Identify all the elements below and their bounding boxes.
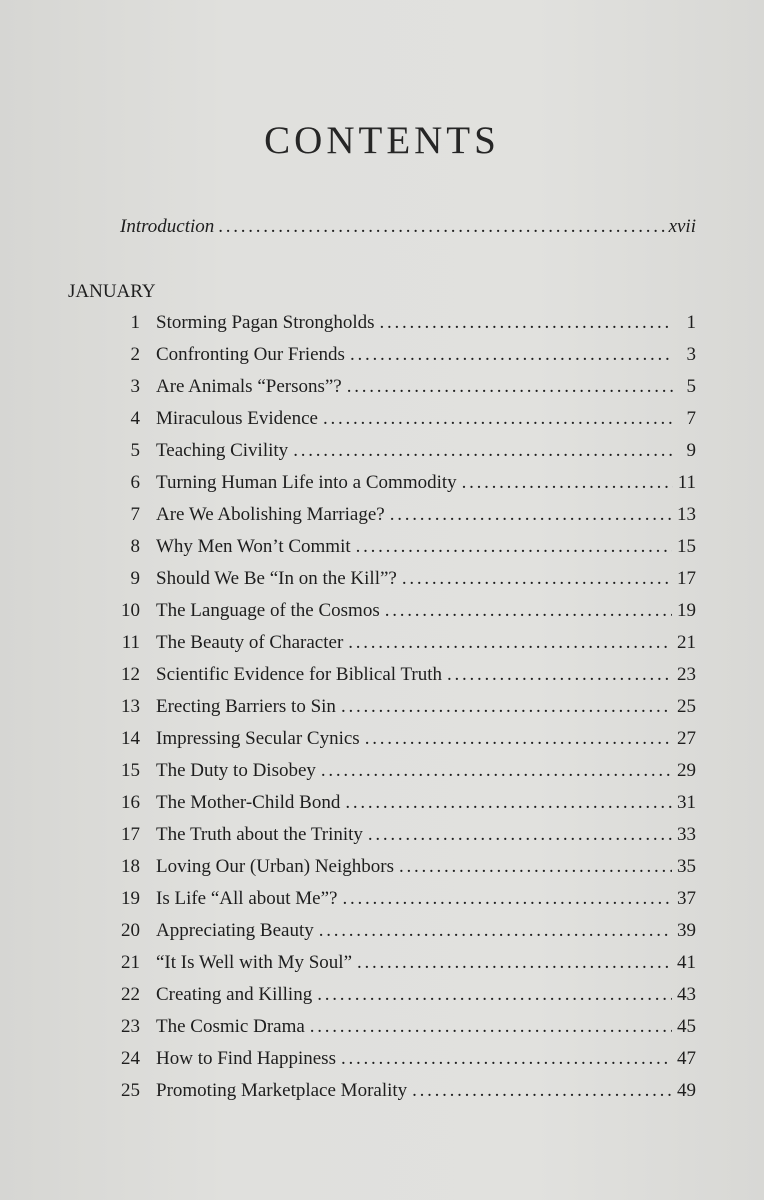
entry-page: 13 xyxy=(677,504,696,525)
dot-leader xyxy=(380,312,673,334)
dot-leader xyxy=(462,472,673,494)
entry-page: 35 xyxy=(677,856,696,877)
entry-number: 2 xyxy=(130,344,140,365)
entry-title: Is Life “All about Me”? xyxy=(156,888,338,909)
dot-leader xyxy=(385,600,672,622)
entry-page: 25 xyxy=(677,696,696,717)
dot-leader xyxy=(447,664,672,686)
entry-page: 31 xyxy=(677,792,696,813)
dot-leader xyxy=(348,632,672,654)
entry-page: 45 xyxy=(677,1016,696,1037)
dot-leader xyxy=(399,856,672,878)
entry-page: 1 xyxy=(686,312,696,333)
month-heading: JANUARY xyxy=(68,281,156,302)
contents-entry xyxy=(100,664,696,696)
dot-leader xyxy=(321,760,672,782)
contents-entry xyxy=(100,1048,696,1080)
entry-page: 39 xyxy=(677,920,696,941)
contents-entry xyxy=(100,472,696,504)
dot-leader xyxy=(368,824,672,846)
entry-title: Are Animals “Persons”? xyxy=(156,376,342,397)
entry-number: 20 xyxy=(121,920,140,941)
entry-number: 23 xyxy=(121,1016,140,1037)
dot-leader xyxy=(310,1016,672,1038)
entry-title: Loving Our (Urban) Neighbors xyxy=(156,856,394,877)
entry-title: The Cosmic Drama xyxy=(156,1016,305,1037)
contents-entry xyxy=(100,1016,696,1048)
entry-page: 43 xyxy=(677,984,696,1005)
dot-leader xyxy=(323,408,673,430)
introduction-page: xvii xyxy=(668,216,696,237)
dot-leader xyxy=(317,984,672,1006)
entry-number: 16 xyxy=(121,792,140,813)
dot-leader xyxy=(365,728,672,750)
entry-page: 5 xyxy=(686,376,696,397)
dot-leader xyxy=(319,920,672,942)
entry-number: 22 xyxy=(121,984,140,1005)
entry-number: 4 xyxy=(130,408,140,429)
entry-title: Turning Human Life into a Commodity xyxy=(156,472,457,493)
entry-title: How to Find Happiness xyxy=(156,1048,336,1069)
entry-number: 10 xyxy=(121,600,140,621)
entry-title: Creating and Killing xyxy=(156,984,313,1005)
dot-leader xyxy=(356,536,672,558)
entry-number: 15 xyxy=(121,760,140,781)
entry-number: 8 xyxy=(130,536,140,557)
dot-leader xyxy=(345,792,672,814)
entry-page: 9 xyxy=(686,440,696,461)
entry-page: 21 xyxy=(677,632,696,653)
entry-number: 12 xyxy=(121,664,140,685)
dot-leader xyxy=(341,696,672,718)
contents-entry xyxy=(100,312,696,344)
entry-title: Erecting Barriers to Sin xyxy=(156,696,336,717)
entry-title: Impressing Secular Cynics xyxy=(156,728,360,749)
entry-page: 3 xyxy=(686,344,696,365)
entry-title: Storming Pagan Strongholds xyxy=(156,312,375,333)
dot-leader xyxy=(350,344,673,366)
entry-number: 9 xyxy=(130,568,140,589)
entry-number: 19 xyxy=(121,888,140,909)
entry-title: The Duty to Disobey xyxy=(156,760,316,781)
entry-page: 37 xyxy=(677,888,696,909)
entry-number: 24 xyxy=(121,1048,140,1069)
contents-entry xyxy=(100,568,696,600)
entry-title: Are We Abolishing Marriage? xyxy=(156,504,385,525)
introduction-label: Introduction xyxy=(120,216,215,237)
entry-number: 3 xyxy=(130,376,140,397)
contents-entry xyxy=(100,440,696,472)
entry-number: 13 xyxy=(121,696,140,717)
entry-title: The Truth about the Trinity xyxy=(156,824,363,845)
entry-page: 19 xyxy=(677,600,696,621)
entry-number: 17 xyxy=(121,824,140,845)
entry-page: 15 xyxy=(677,536,696,557)
entry-number: 21 xyxy=(121,952,140,973)
entry-page: 41 xyxy=(677,952,696,973)
entry-number: 5 xyxy=(130,440,140,461)
dot-leader xyxy=(412,1080,672,1102)
entry-number: 14 xyxy=(121,728,140,749)
entry-title: Miraculous Evidence xyxy=(156,408,318,429)
contents-entry xyxy=(100,696,696,728)
introduction-entry xyxy=(120,216,696,238)
contents-entry xyxy=(100,632,696,664)
dot-leader xyxy=(402,568,672,590)
contents-entry xyxy=(100,792,696,824)
dot-leader xyxy=(390,504,672,526)
entry-page: 47 xyxy=(677,1048,696,1069)
entry-page: 29 xyxy=(677,760,696,781)
contents-entry xyxy=(100,920,696,952)
contents-entry xyxy=(100,984,696,1016)
entry-title: Promoting Marketplace Morality xyxy=(156,1080,408,1101)
entry-page: 11 xyxy=(677,472,696,493)
entry-page: 27 xyxy=(677,728,696,749)
entry-number: 11 xyxy=(121,632,140,653)
contents-entry xyxy=(100,376,696,408)
dot-leader xyxy=(347,376,673,398)
contents-entry xyxy=(100,1080,696,1112)
entry-page: 49 xyxy=(677,1080,696,1101)
entry-number: 7 xyxy=(130,504,140,525)
contents-entry xyxy=(100,536,696,568)
entry-page: 33 xyxy=(677,824,696,845)
contents-entry xyxy=(100,824,696,856)
dot-leader xyxy=(293,440,673,462)
contents-entry xyxy=(100,344,696,376)
dot-leader xyxy=(357,952,672,974)
contents-entry xyxy=(100,408,696,440)
contents-entry xyxy=(100,728,696,760)
entry-title: The Mother-Child Bond xyxy=(156,792,341,813)
entry-title: The Beauty of Character xyxy=(156,632,344,653)
entry-title: Teaching Civility xyxy=(156,440,289,461)
entry-title: Why Men Won’t Commit xyxy=(156,536,351,557)
entry-number: 6 xyxy=(130,472,140,493)
dot-leader xyxy=(342,888,672,910)
dot-leader xyxy=(341,1048,672,1070)
dot-leader xyxy=(218,216,664,238)
contents-entry xyxy=(100,856,696,888)
entry-number: 18 xyxy=(121,856,140,877)
entry-title: The Language of the Cosmos xyxy=(156,600,380,621)
entry-title: Should We Be “In on the Kill”? xyxy=(156,568,397,589)
entry-title: Appreciating Beauty xyxy=(156,920,314,941)
entry-number: 25 xyxy=(121,1080,140,1101)
entry-number: 1 xyxy=(130,312,140,333)
entry-title: Scientific Evidence for Biblical Truth xyxy=(156,664,443,685)
contents-entry xyxy=(100,504,696,536)
entry-page: 17 xyxy=(677,568,696,589)
page-title: CONTENTS xyxy=(264,119,500,162)
entry-title: Confronting Our Friends xyxy=(156,344,345,365)
contents-entry xyxy=(100,760,696,792)
contents-entry xyxy=(100,952,696,984)
contents-list xyxy=(100,312,696,1112)
entry-page: 7 xyxy=(686,408,696,429)
entry-title: “It Is Well with My Soul” xyxy=(156,952,353,973)
contents-entry xyxy=(100,888,696,920)
contents-entry xyxy=(100,600,696,632)
entry-page: 23 xyxy=(677,664,696,685)
